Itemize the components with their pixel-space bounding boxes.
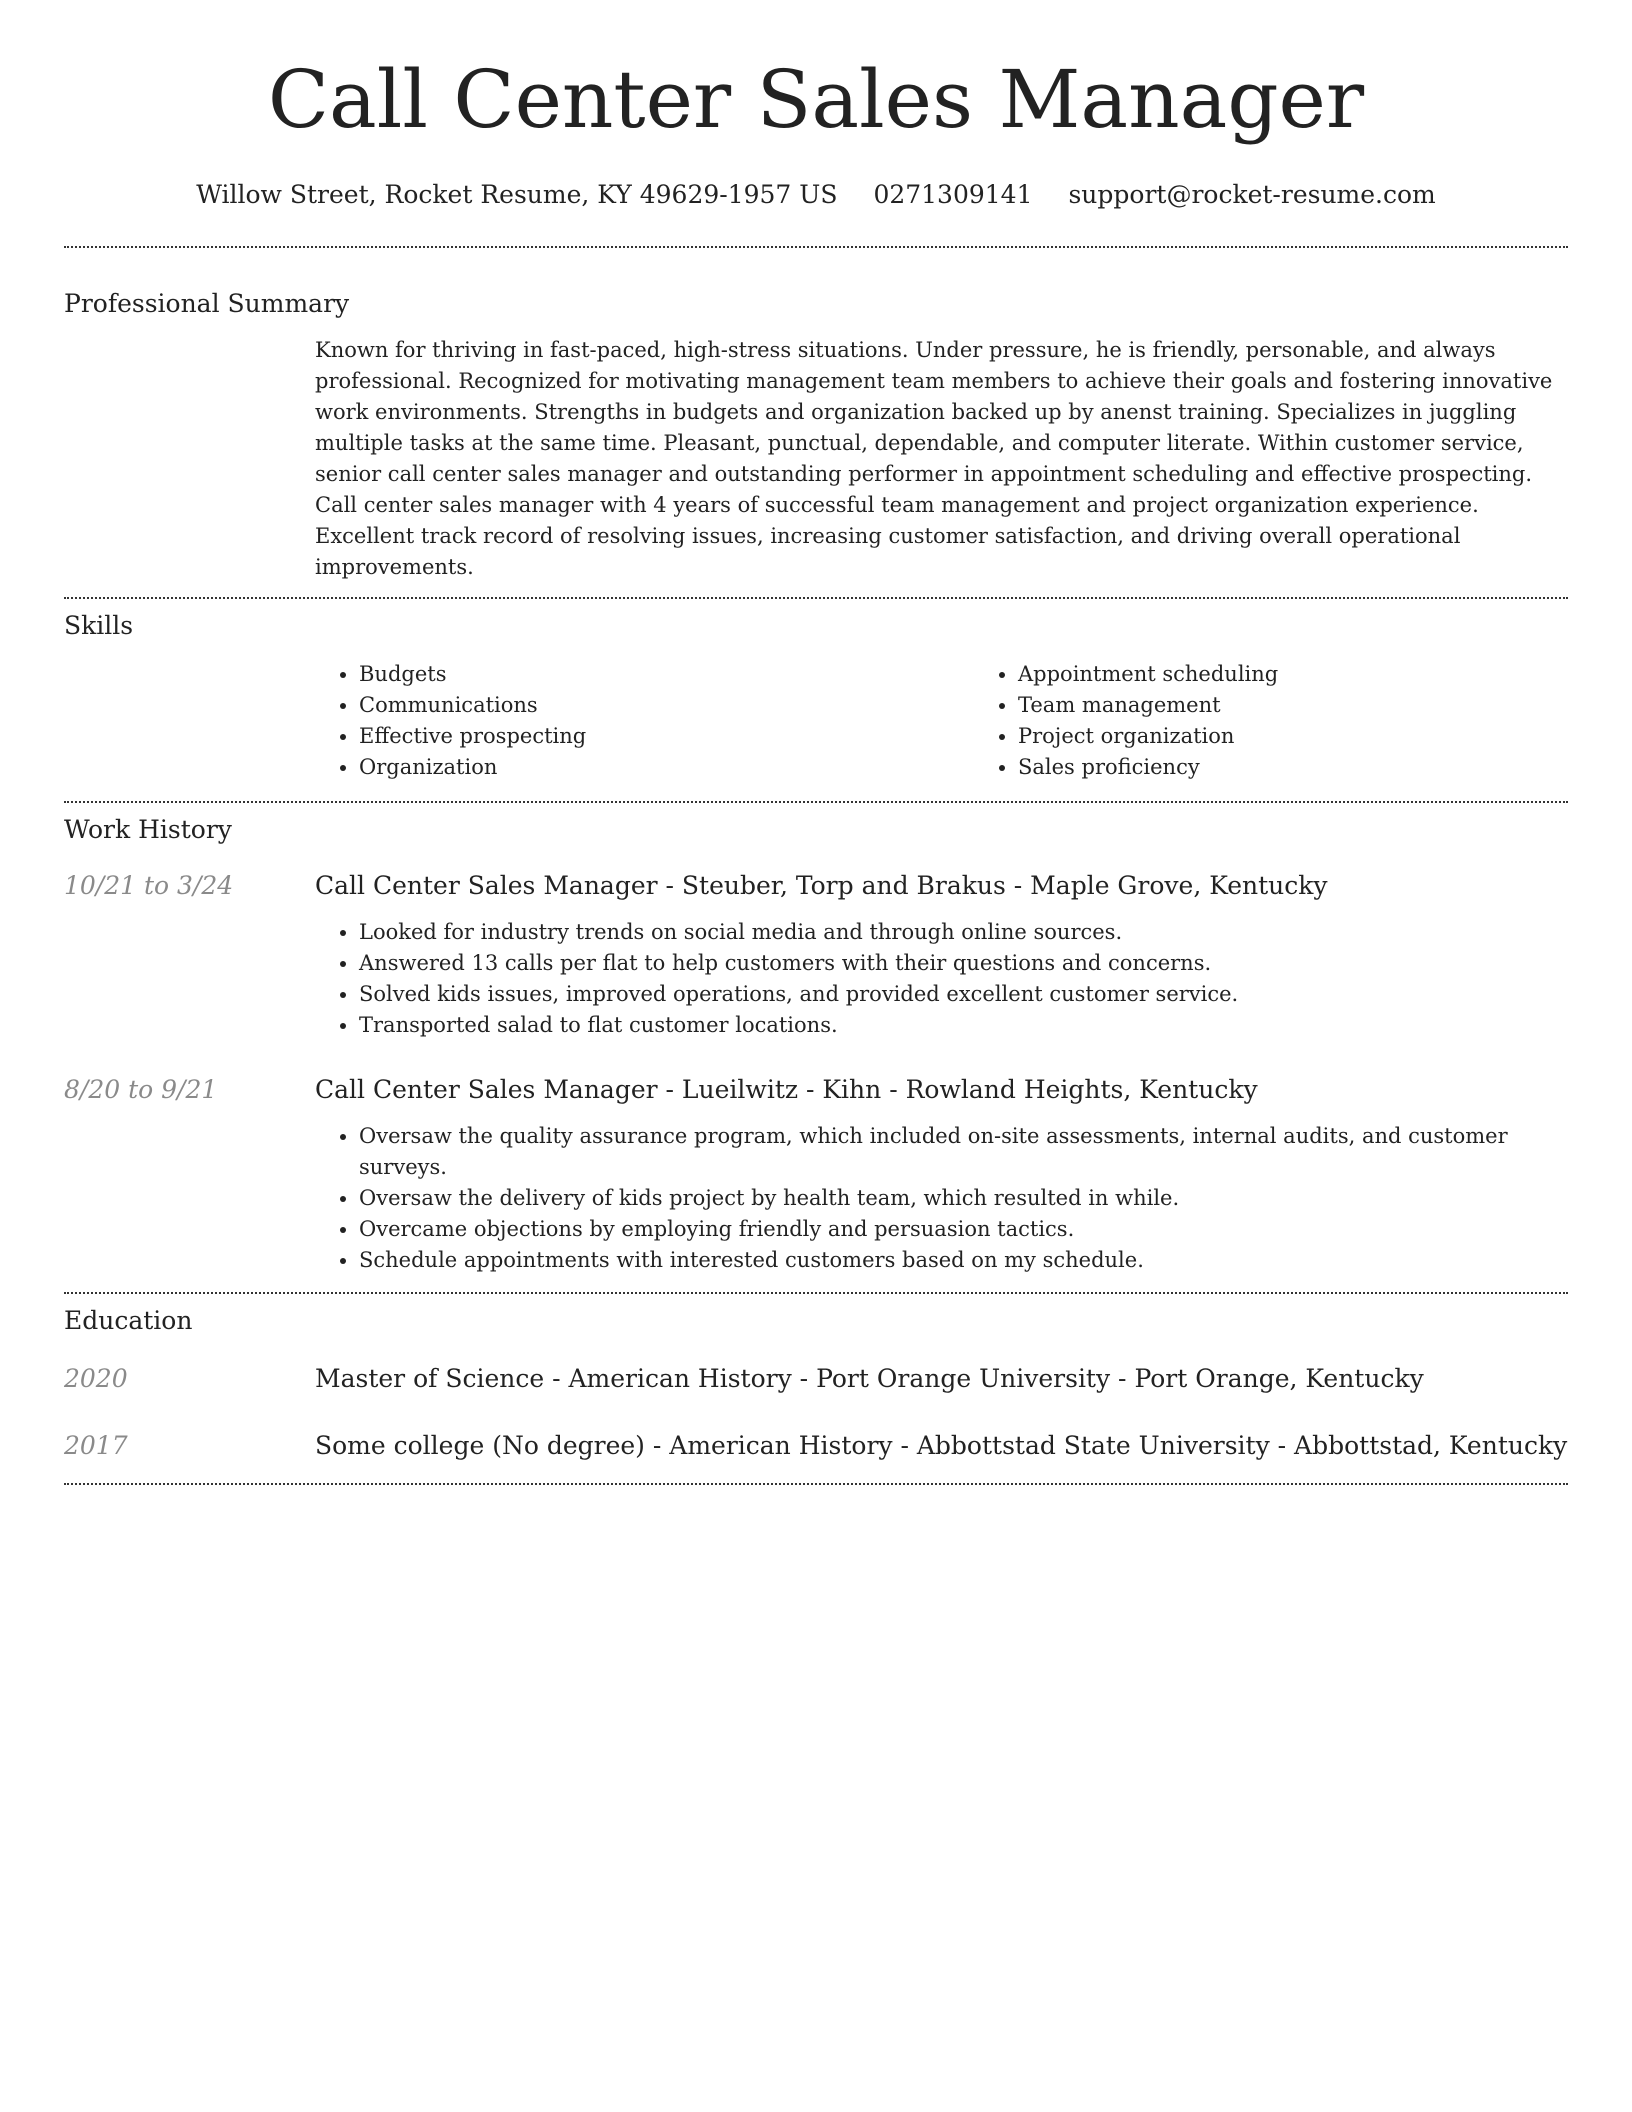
- education-entry: [64, 1362, 1568, 1396]
- contact-phone: 0271309141: [873, 180, 1033, 209]
- divider-education: [64, 1483, 1568, 1485]
- summary-title: Professional Summary: [64, 289, 350, 318]
- candidate-name: Call Center Sales Manager: [267, 53, 1365, 146]
- job-bullet: • Answered 13 calls per flat to help customers with their questions and concerns.: [359, 948, 1568, 979]
- job-bullet: • Looked for industry trends on social media and through online sources.: [359, 917, 1568, 948]
- summary-section: [64, 287, 1568, 583]
- job-bullets: [315, 1121, 1568, 1276]
- skills-section: [64, 609, 1568, 783]
- contact-line: [64, 178, 1568, 212]
- job-bullet: • Oversaw the delivery of kids project by health team, which resulted in while.: [359, 1183, 1568, 1214]
- divider-summary: [64, 597, 1568, 599]
- job-entry: [64, 1073, 1568, 1276]
- job-heading: Call Center Sales Manager - Steuber, Torp and Brakus - Maple Grove, Kentucky: [315, 871, 1328, 900]
- education-text: Some college (No degree) - American History - Abbottstad State University - Abbottstad, Kentucky: [315, 1431, 1568, 1460]
- skills-list-left: [315, 659, 974, 783]
- job-entry: [64, 869, 1568, 1041]
- job-bullet: • Overcame objections by employing friendly and persuasion tactics.: [359, 1214, 1568, 1245]
- work-section: [64, 813, 1568, 1276]
- divider-skills: [64, 801, 1568, 803]
- job-bullet: • Transported salad to flat customer locations.: [359, 1010, 1568, 1041]
- contact-email[interactable]: support@rocket-resume.com: [1068, 180, 1436, 209]
- skill-item: • Effective prospecting: [359, 721, 974, 752]
- skill-item: • Budgets: [359, 659, 974, 690]
- job-dates: 10/21 to 3/24: [64, 871, 234, 900]
- skill-item: • Organization: [359, 752, 974, 783]
- job-bullets: [315, 917, 1568, 1041]
- contact-address: Willow Street, Rocket Resume, KY 49629-1957 US: [196, 180, 838, 209]
- skills-title: Skills: [64, 611, 134, 640]
- skill-item: • Appointment scheduling: [1018, 659, 1632, 690]
- job-bullet: • Schedule appointments with interested customers based on my schedule.: [359, 1245, 1568, 1276]
- education-year: 2020: [64, 1364, 128, 1393]
- summary-text: Known for thriving in fast-paced, high-stress situations. Under pressure, he is friendly, personable, and always professional. Recognized for motivating management team members to achieve their goals and fostering innovative work environments. Strengths in budgets and organization backed up by anenst training. Specializes in juggling multiple tasks at the same time. Pleasant, punctual, dependable, and computer literate. Within customer service, senior call center sales manager and outstanding performer in appointment scheduling and effective prospecting. Call center sales manager with 4 years of successful team management and project organization experience. Excellent track record of resolving issues, increasing customer satisfaction, and driving overall operational improvements.: [315, 338, 1553, 579]
- education-text: Master of Science - American History - Port Orange University - Port Orange, Kentucky: [315, 1364, 1424, 1393]
- skill-item: • Communications: [359, 690, 974, 721]
- job-bullet: • Solved kids issues, improved operations, and provided excellent customer service.: [359, 979, 1568, 1010]
- education-year: 2017: [64, 1431, 128, 1460]
- job-dates: 8/20 to 9/21: [64, 1075, 218, 1104]
- job-bullet: • Oversaw the quality assurance program, which included on-site assessments, internal audits, and customer surveys.: [359, 1121, 1568, 1183]
- education-title: Education: [64, 1306, 193, 1335]
- skill-item: • Sales proficiency: [1018, 752, 1632, 783]
- divider-header: [64, 246, 1568, 248]
- education-entry: [64, 1429, 1568, 1463]
- education-section: [64, 1304, 1568, 1463]
- divider-work: [64, 1292, 1568, 1294]
- skill-item: • Team management: [1018, 690, 1632, 721]
- work-title: Work History: [64, 815, 232, 844]
- skill-item: • Project organization: [1018, 721, 1632, 752]
- skills-list-right: [974, 659, 1632, 783]
- job-heading: Call Center Sales Manager - Lueilwitz - Kihn - Rowland Heights, Kentucky: [315, 1075, 1258, 1104]
